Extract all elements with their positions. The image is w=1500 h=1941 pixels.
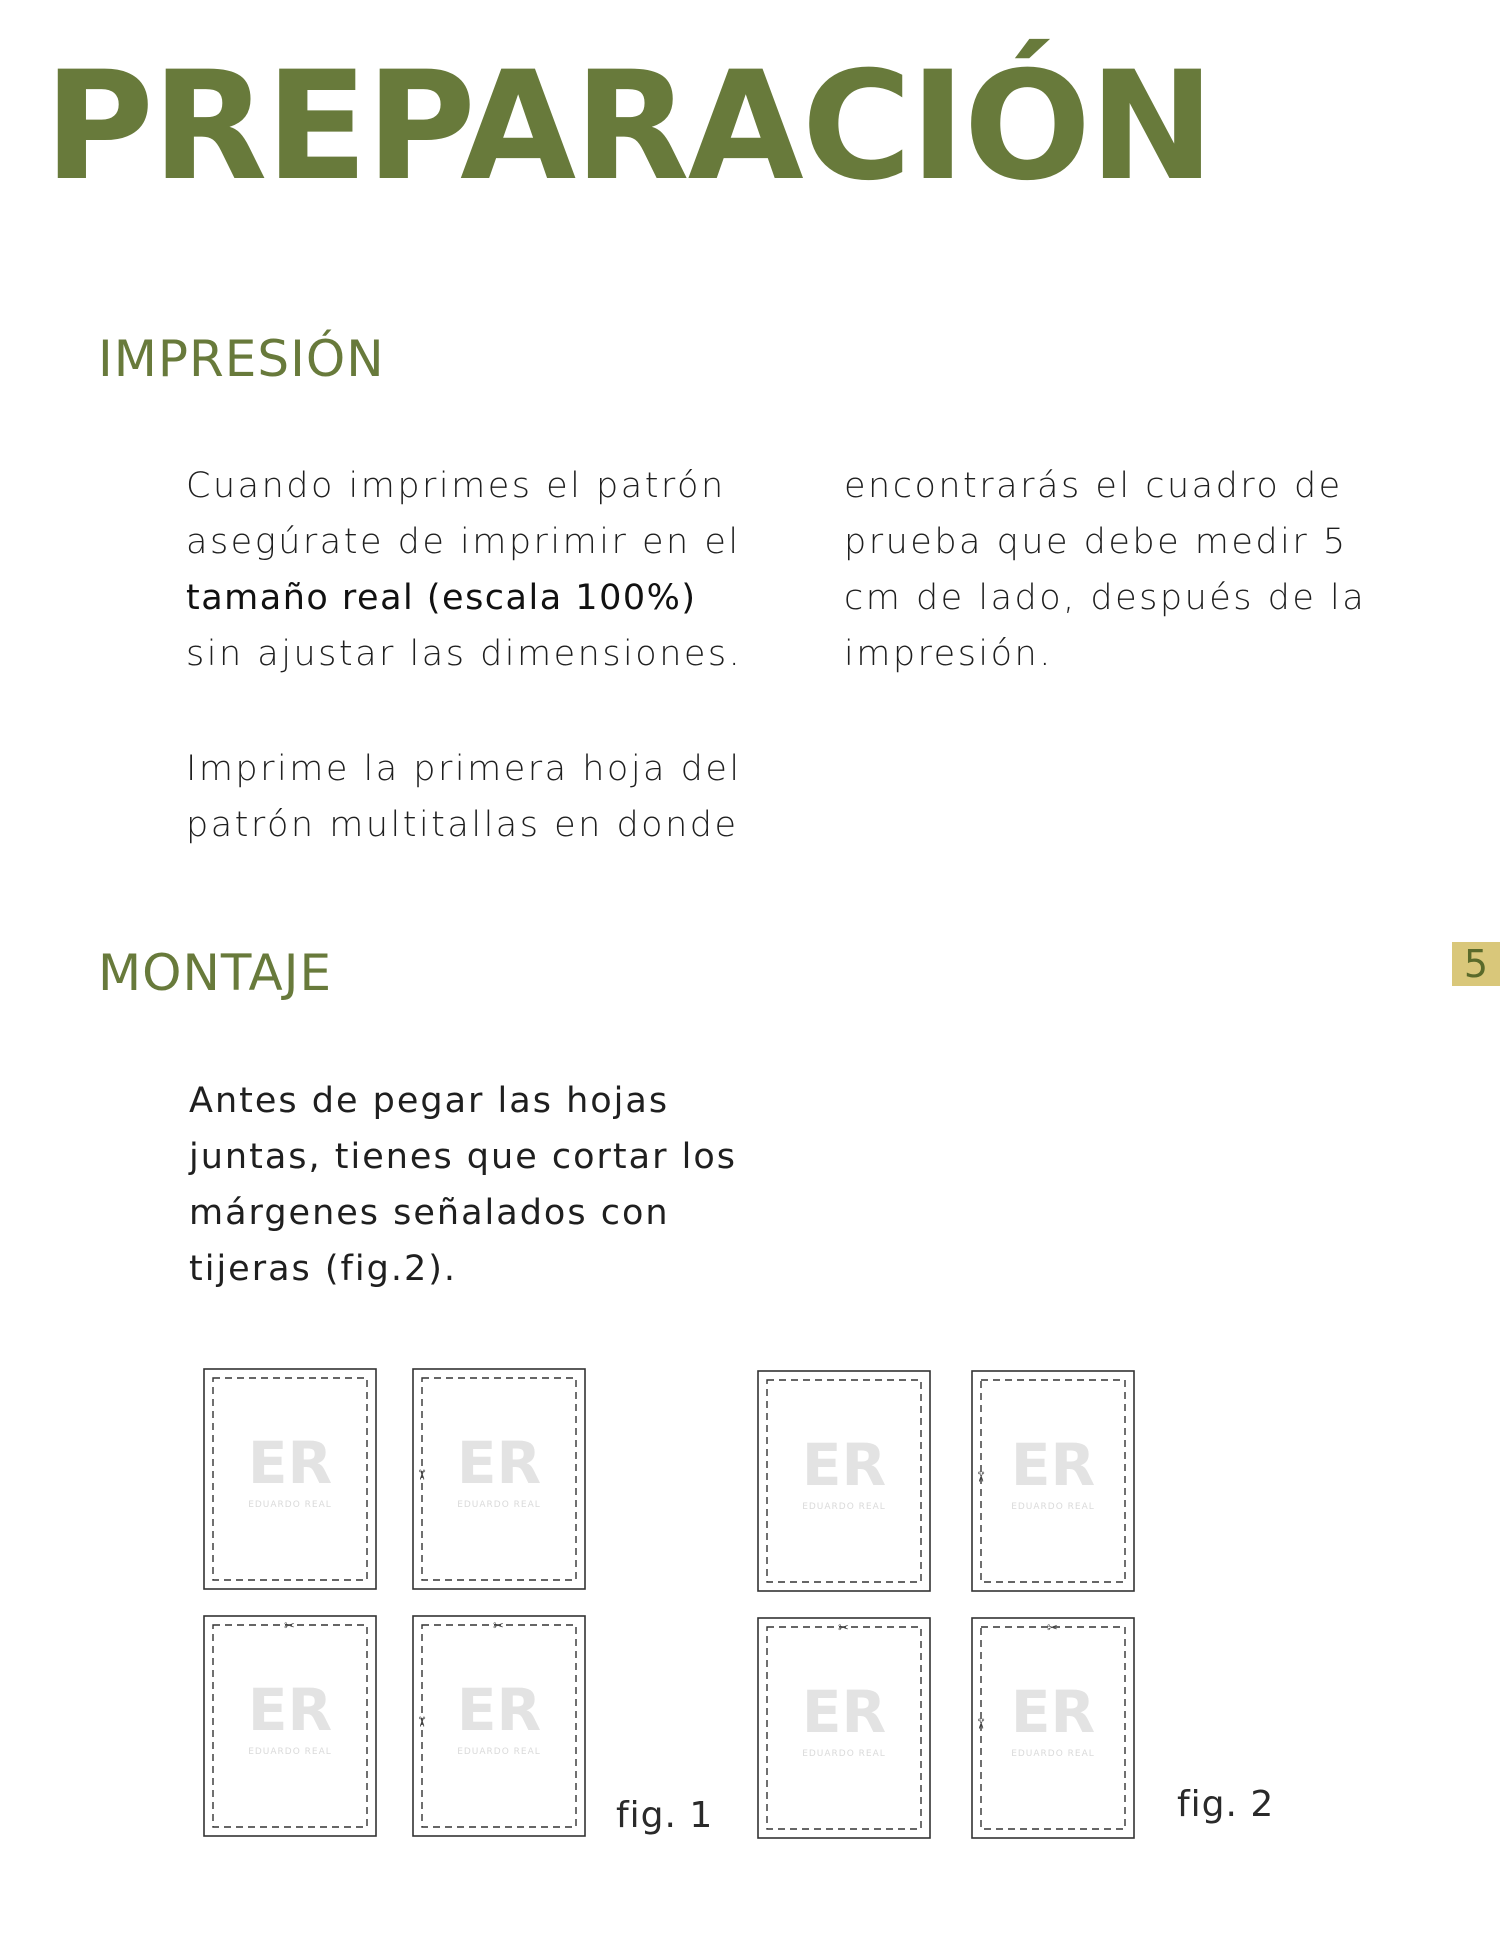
- watermark-logo: ER: [247, 1429, 333, 1497]
- montaje-paragraph: [189, 1073, 737, 1297]
- page-title: PREPARACIÓN: [44, 40, 1213, 214]
- impresion-paragraph-1: [186, 458, 742, 682]
- section-heading-impresion: IMPRESIÓN: [98, 330, 385, 388]
- text-line: Antes de pegar las hojas: [189, 1081, 670, 1121]
- text-line: Imprime la primera hoja del: [186, 749, 742, 789]
- pattern-sheet: [758, 1618, 930, 1838]
- text-line: cm de lado, después de la: [844, 578, 1367, 618]
- scissors-icon: ✂: [838, 1621, 849, 1636]
- watermark-text: EDUARDO REAL: [457, 1747, 541, 1757]
- pattern-sheet: [413, 1369, 585, 1589]
- impresion-paragraph-3: [844, 458, 1366, 682]
- watermark-logo: ER: [801, 1431, 887, 1499]
- text-line: tijeras (fig.2).: [189, 1249, 457, 1289]
- scissors-icon: ✂: [284, 1619, 295, 1634]
- watermark-text: EDUARDO REAL: [248, 1500, 332, 1510]
- watermark-logo: ER: [801, 1678, 887, 1746]
- figure-1: [200, 1365, 590, 1845]
- scissors-icon: ✂: [972, 1471, 988, 1483]
- figure-1-sheets: [200, 1365, 590, 1845]
- page-number-badge: 5: [1452, 942, 1500, 986]
- pattern-sheet: [413, 1616, 585, 1836]
- text-line: impresión.: [844, 634, 1053, 674]
- watermark-text: EDUARDO REAL: [802, 1502, 886, 1512]
- watermark-text: EDUARDO REAL: [457, 1500, 541, 1510]
- pattern-sheet: [204, 1616, 376, 1836]
- text-line: juntas, tienes que cortar los: [189, 1137, 737, 1177]
- text-line: Cuando imprimes el patrón: [186, 466, 726, 506]
- scissors-icon: ✂: [413, 1716, 429, 1728]
- scissors-icon: ✂: [413, 1469, 429, 1481]
- watermark-logo: ER: [456, 1429, 542, 1497]
- scissors-icon: ✂: [1047, 1621, 1058, 1636]
- text-line: patrón multitallas en donde: [186, 805, 739, 845]
- section-heading-montaje: MONTAJE: [98, 944, 333, 1002]
- scissors-icon: ✂: [972, 1718, 988, 1730]
- watermark-logo: ER: [1010, 1678, 1096, 1746]
- figure-2-sheets: [756, 1367, 1136, 1845]
- figure-2: [756, 1367, 1136, 1845]
- watermark-text: EDUARDO REAL: [802, 1749, 886, 1759]
- watermark-text: EDUARDO REAL: [248, 1747, 332, 1757]
- watermark-logo: ER: [247, 1676, 333, 1744]
- impresion-paragraph-2: [186, 741, 742, 853]
- watermark-text: EDUARDO REAL: [1011, 1749, 1095, 1759]
- text-line: asegúrate de imprimir en el: [186, 522, 741, 562]
- figure-2-caption: fig. 2: [1177, 1784, 1275, 1825]
- pattern-sheet: [972, 1618, 1134, 1838]
- text-line-emphasis: tamaño real (escala 100%): [186, 578, 697, 618]
- watermark-logo: ER: [456, 1676, 542, 1744]
- figure-1-caption: fig. 1: [616, 1795, 714, 1836]
- text-line: sin ajustar las dimensiones.: [186, 634, 743, 674]
- watermark-text: EDUARDO REAL: [1011, 1502, 1095, 1512]
- scissors-icon: ✂: [493, 1619, 504, 1634]
- pattern-sheet: [758, 1371, 930, 1591]
- pattern-sheet: [972, 1371, 1134, 1591]
- text-line: encontrarás el cuadro de: [844, 466, 1343, 506]
- text-line: prueba que debe medir 5: [844, 522, 1348, 562]
- pattern-sheet: [204, 1369, 376, 1589]
- watermark-logo: ER: [1010, 1431, 1096, 1499]
- text-line: márgenes señalados con: [189, 1193, 670, 1233]
